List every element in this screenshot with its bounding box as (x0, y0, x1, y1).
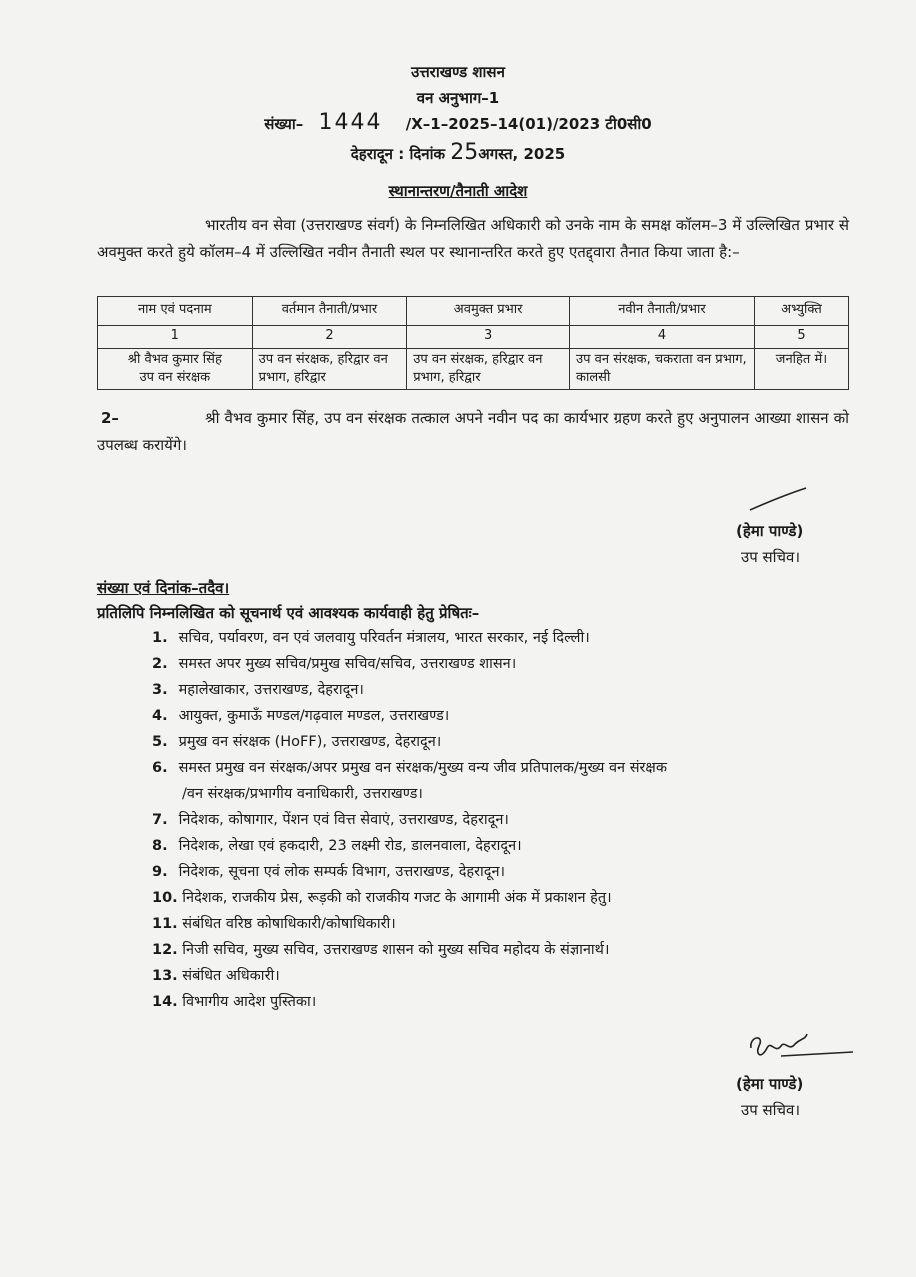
date-suffix: अगस्त, 2025 (478, 145, 566, 163)
list-item: 13. संबंधित अधिकारी। (152, 968, 280, 984)
list-item: 7. निदेशक, कोषागार, पेंशन एवं वित्त सेवाएं, उत्तराखण्ड, देहरादून। (152, 812, 509, 828)
handwritten-date: 25 (450, 140, 479, 165)
signatory-name: (हेमा पाण्डे) (736, 522, 804, 540)
header-current: वर्तमान तैनाती/प्रभार (252, 297, 407, 326)
list-item: 10. निदेशक, राजकीय प्रेस, रूड़की को राजकीय गजट के आगामी अंक में प्रकाशन हेतु। (152, 890, 612, 906)
col-number: 5 (754, 326, 848, 349)
col-number: 4 (570, 326, 755, 349)
header-remark: अभ्युक्ति (754, 297, 848, 326)
cell-remark: जनहित में। (754, 349, 848, 390)
cell-new: उप वन संरक्षक, चकराता वन प्रभाग, कालसी (570, 349, 755, 390)
signatory-name-2: (हेमा पाण्डे) (736, 1075, 804, 1093)
subject-heading: स्थानान्तरण/तैनाती आदेश (388, 182, 528, 200)
copy-reference: संख्या एवं दिनांक–तदैव। (97, 579, 230, 597)
number-suffix: /X–1–2025–14(01)/2023 टी0सी0 (405, 115, 652, 133)
handwritten-number: 1444 (318, 110, 383, 135)
table-row (98, 349, 849, 390)
col-number: 3 (407, 326, 570, 349)
date-line (0, 140, 916, 165)
signatory-title: उप सचिव। (741, 548, 801, 566)
officer-name: श्री वैभव कुमार सिंह (127, 352, 222, 367)
list-item: 3. महालेखाकार, उत्तराखण्ड, देहरादून। (152, 682, 364, 698)
cell-current: उप वन संरक्षक, हरिद्वार वन प्रभाग, हरिद्वार (252, 349, 407, 390)
section-heading: वन अनुभाग–1 (416, 89, 500, 107)
list-item: 9. निदेशक, सूचना एवं लोक सम्पर्क विभाग, उत्तराखण्ड, देहरादून। (152, 864, 506, 880)
signature-mark-1 (748, 484, 810, 514)
copy-heading: प्रतिलिपि निम्नलिखित को सूचनार्थ एवं आवश्यक कार्यवाही हेतु प्रेषितः– (97, 604, 480, 622)
list-item: 5. प्रमुख वन संरक्षक (HoFF), उत्तराखण्ड, देहरादून। (152, 734, 442, 750)
para2-number: 2– (101, 409, 119, 427)
col-number: 2 (252, 326, 407, 349)
list-item: 1. सचिव, पर्यावरण, वन एवं जलवायु परिवर्तन मंत्रालय, भारत सरकार, नई दिल्ली। (152, 630, 590, 646)
list-item: 4. आयुक्त, कुमाऊँ मण्डल/गढ़वाल मण्डल, उत्तराखण्ड। (152, 708, 450, 724)
signature-mark-2 (745, 1030, 857, 1066)
order-number-line (0, 110, 916, 135)
table-header-row (98, 297, 849, 326)
list-item: 14. विभागीय आदेश पुस्तिका। (152, 994, 317, 1010)
govt-heading: उत्तराखण्ड शासन (411, 63, 505, 81)
number-prefix: संख्या– (264, 115, 304, 133)
col-number: 1 (98, 326, 253, 349)
list-item: 12. निजी सचिव, मुख्य सचिव, उत्तराखण्ड शासन को मुख्य सचिव महोदय के संज्ञानार्थ। (152, 942, 610, 958)
list-item: 8. निदेशक, लेखा एवं हकदारी, 23 लक्ष्मी रोड, डालनवाला, देहरादून। (152, 838, 522, 854)
list-item: 2. समस्त अपर मुख्य सचिव/प्रमुख सचिव/सचिव, उत्तराखण्ड शासन। (152, 656, 517, 672)
cell-name (98, 349, 253, 390)
transfer-table (97, 296, 849, 390)
list-item: 11. संबंधित वरिष्ठ कोषाधिकारी/कोषाधिकारी। (152, 916, 396, 932)
table-number-row (98, 326, 849, 349)
cell-relieved: उप वन संरक्षक, हरिद्वार वन प्रभाग, हरिद्वार (407, 349, 570, 390)
para2-text: श्री वैभव कुमार सिंह, उप वन संरक्षक तत्काल अपने नवीन पद का कार्यभार ग्रहण करते हुए अनुपालन आख्या शासन को उपलब्ध करायेंगे। (97, 409, 849, 454)
header-name: नाम एवं पदनाम (98, 297, 253, 326)
copy-list (152, 625, 852, 1015)
signatory-title-2: उप सचिव। (741, 1101, 801, 1119)
header-relieved: अवमुक्त प्रभार (407, 297, 570, 326)
intro-paragraph: भारतीय वन सेवा (उत्तराखण्ड संवर्ग) के निम्नलिखित अधिकारी को उनके नाम के समक्ष कॉलम–3 में उल्लिखित प्रभार से अवमुक्त करते हुये कॉलम–4 में उल्लिखित नवीन तैनाती स्थल पर स्थानान्तरित करते हुए एतद्द्वारा तैनात किया जाता है:– (97, 216, 849, 261)
list-item: 6. समस्त प्रमुख वन संरक्षक/अपर प्रमुख वन संरक्षक/मुख्य वन्य जीव प्रतिपालक/मुख्य वन संरक्षक /वन संरक्षक/प्रभागीय वनाधिकारी, उत्तराखण्ड। (152, 760, 667, 802)
header-new: नवीन तैनाती/प्रभार (570, 297, 755, 326)
date-prefix: देहरादून : दिनांक (350, 145, 446, 163)
officer-designation: उप वन संरक्षक (139, 370, 211, 385)
